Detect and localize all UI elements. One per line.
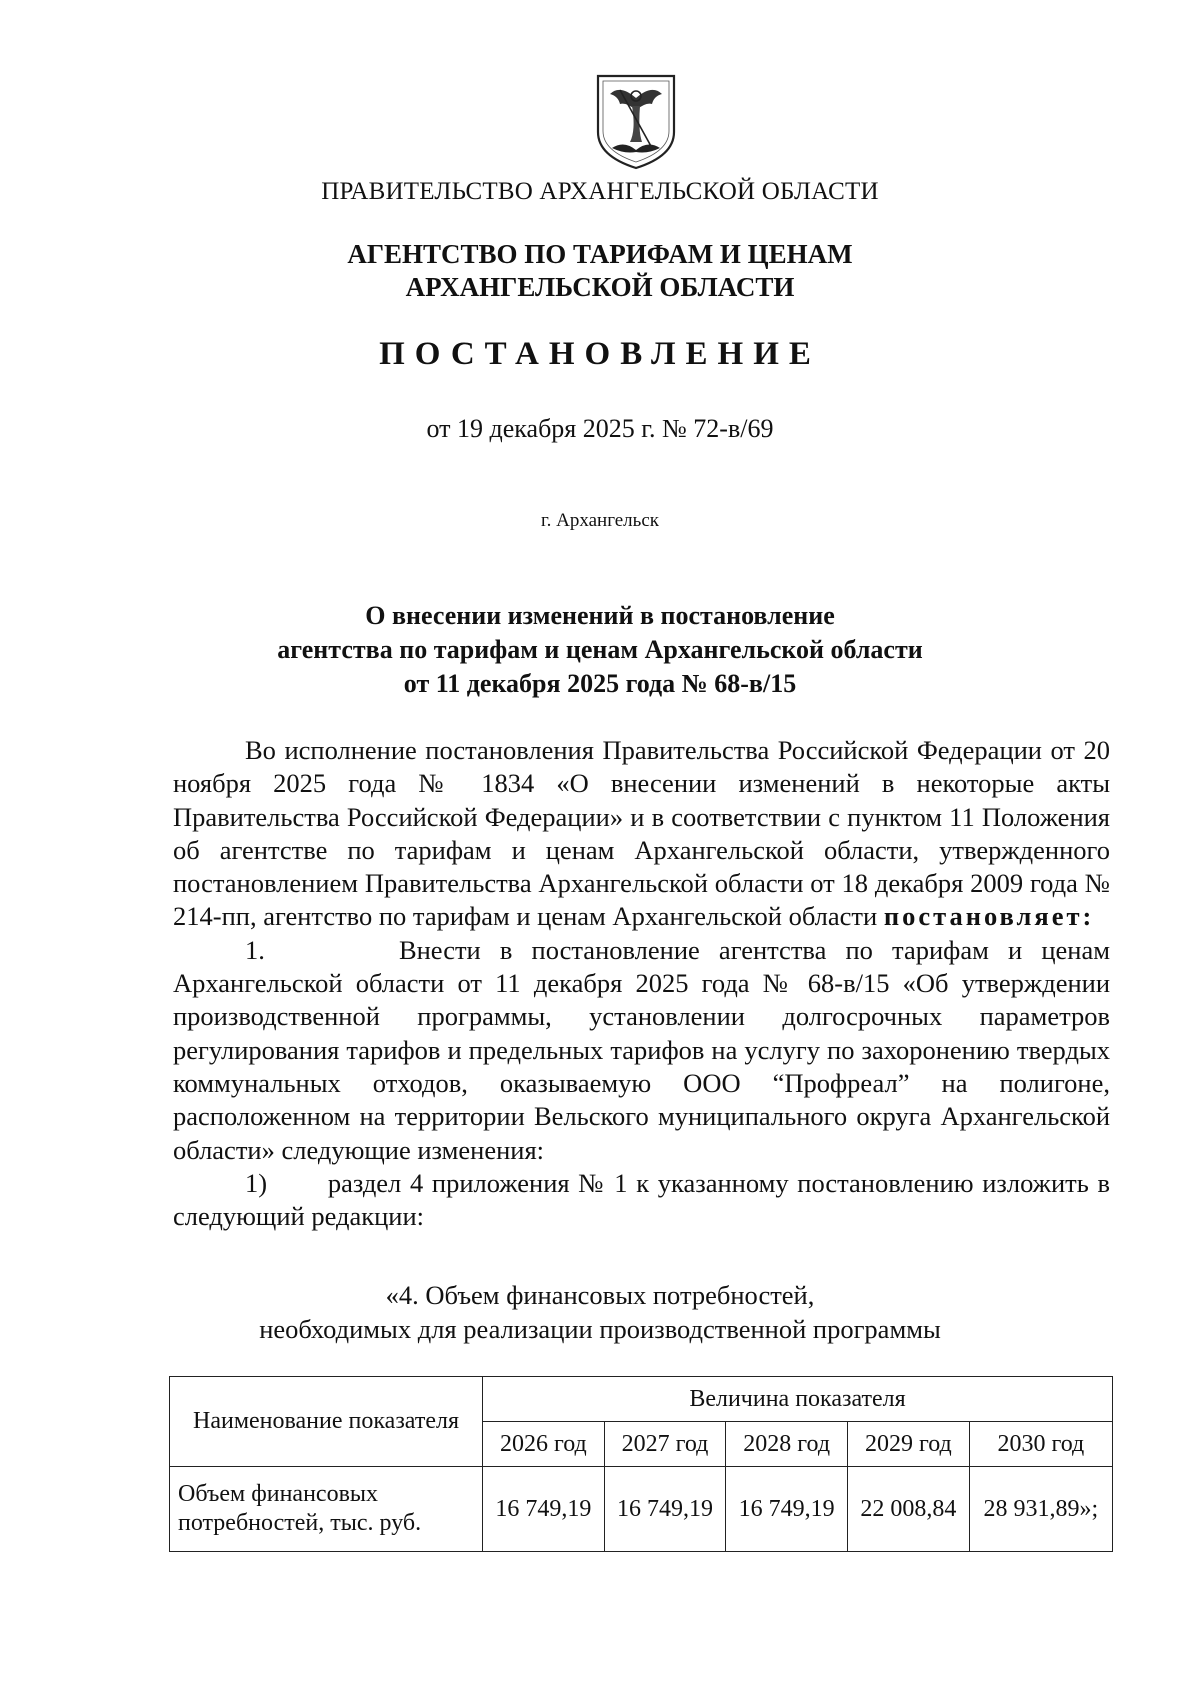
col-value-header: Величина показателя xyxy=(483,1377,1113,1422)
table-cell: 16 749,19 xyxy=(726,1467,848,1552)
section-title-line2: необходимых для реализации производственной программы xyxy=(259,1314,941,1344)
year-header: 2027 год xyxy=(604,1422,726,1467)
item-1-number: 1. xyxy=(245,934,265,965)
item-1-paragraph xyxy=(173,934,1110,1167)
subject-line2: агентства по тарифам и ценам Архангельской области xyxy=(277,635,923,664)
document-subject xyxy=(0,599,1200,701)
year-header: 2028 год xyxy=(726,1422,848,1467)
subitem-1-number: 1) xyxy=(245,1167,268,1198)
coat-of-arms-icon xyxy=(590,70,682,172)
row-label: Объем финансовых потребностей, тыс. руб. xyxy=(170,1467,483,1552)
preamble-paragraph xyxy=(173,734,1110,934)
table-header-row xyxy=(170,1377,1113,1422)
subject-line3: от 11 декабря 2025 года № 68-в/15 xyxy=(403,669,797,698)
section-title-line1: «4. Объем финансовых потребностей, xyxy=(385,1280,815,1310)
table-cell: 16 749,19 xyxy=(604,1467,726,1552)
table-cell: 16 749,19 xyxy=(483,1467,605,1552)
document-city: г. Архангельск xyxy=(540,510,659,531)
subject-line1: О внесении изменений в постановление xyxy=(365,601,835,630)
section-title xyxy=(0,1278,1200,1346)
table-cell: 28 931,89»; xyxy=(969,1467,1112,1552)
subitem-1-paragraph xyxy=(173,1167,1110,1234)
agency-name xyxy=(0,238,1200,304)
document-date-number: от 19 декабря 2025 г. № 72-в/69 xyxy=(426,414,774,443)
year-header: 2026 год xyxy=(483,1422,605,1467)
government-name: ПРАВИТЕЛЬСТВО АРХАНГЕЛЬСКОЙ ОБЛАСТИ xyxy=(321,178,879,205)
preamble-text: Во исполнение постановления Правительства Российской Федерации от 20 ноября 2025 года № 1834 «О внесении изменений в некоторые акты Правительства Российской Федерации» и в соответствии с пунктом 11 Положения об агентстве по тарифам и ценам Архангельской области, утвержденного постановлением Правительства Архангельской области от 18 декабря 2009 года № 214-пп, агентство по тарифам и ценам Архангельской области xyxy=(173,735,1110,932)
document-body xyxy=(173,734,1110,1233)
item-1-text: Внести в постановление агентства по тарифам и ценам Архангельской области от 11 декабря 2025 года № 68-в/15 «Об утверждении производственной программы, установлении долгосрочных параметров регулирования тарифов и предельных тарифов на услугу по захоронению твердых коммунальных отходов, оказываемую ООО “Профреал” на полигоне, расположенном на территории Вельского муниципального округа Архангельской области» следующие изменения: xyxy=(173,934,1111,1165)
agency-name-line2: АРХАНГЕЛЬСКОЙ ОБЛАСТИ xyxy=(405,272,795,302)
year-header: 2030 год xyxy=(969,1422,1112,1467)
financial-needs-table xyxy=(169,1376,1113,1552)
col-indicator-name-header: Наименование показателя xyxy=(170,1377,483,1467)
table-cell: 22 008,84 xyxy=(848,1467,970,1552)
resolves-word: постановляет: xyxy=(883,901,1095,932)
table-row xyxy=(170,1467,1113,1552)
agency-name-line1: АГЕНТСТВО ПО ТАРИФАМ И ЦЕНАМ xyxy=(347,239,853,269)
document-type: ПОСТАНОВЛЕНИЕ xyxy=(379,336,821,372)
subitem-1-text: раздел 4 приложения № 1 к указанному постановлению изложить в следующий редакции: xyxy=(173,1167,1111,1232)
year-header: 2029 год xyxy=(848,1422,970,1467)
